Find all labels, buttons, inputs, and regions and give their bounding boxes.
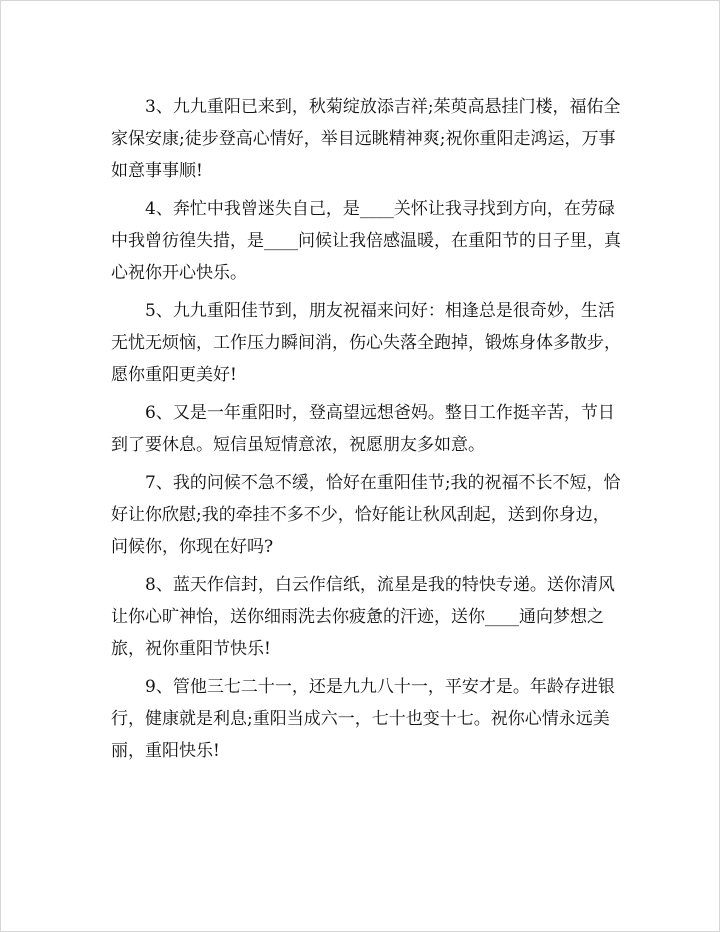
paragraph-9: 9、管他三七二十一，还是九九八十一，平安才是。年龄存进银行，健康就是利息;重阳当成六一，七十也变十七。祝你心情永远美丽，重阳快乐!: [111, 677, 615, 761]
document-body: [111, 91, 623, 773]
paragraph-7: 7、我的问候不急不缓，恰好在重阳佳节;我的祝福不长不短，恰好让你欣慰;我的牵挂不多不少，恰好能让秋风刮起，送到你身边，问候你，你现在好吗?: [111, 473, 621, 557]
paragraph-8: 8、蓝天作信封，白云作信纸，流星是我的特快专递。送你清风让你心旷神怡，送你细雨洗去你疲惫的汗迹，送你____通向梦想之旅，祝你重阳节快乐!: [111, 575, 615, 659]
paragraph-4: 4、奔忙中我曾迷失自己，是____关怀让我寻找到方向，在劳碌中我曾彷徨失措，是____问候让我倍感温暖，在重阳节的日子里，真心祝你开心快乐。: [111, 199, 621, 283]
paragraph-5: 5、九九重阳佳节到，朋友祝福来问好：相逢总是很奇妙，生活无忧无烦恼，工作压力瞬间消，伤心失落全跑掉，锻炼身体多散步，愿你重阳更美好!: [111, 301, 621, 385]
paragraph-6: 6、又是一年重阳时，登高望远想爸妈。整日工作挺辛苦，节日到了要休息。短信虽短情意浓，祝愿朋友多如意。: [111, 403, 615, 455]
paragraph-3: 3、九九重阳已来到，秋菊绽放添吉祥;茱萸高悬挂门楼，福佑全家保安康;徒步登高心情好，举目远眺精神爽;祝你重阳走鸿运，万事如意事事顺!: [111, 97, 621, 181]
